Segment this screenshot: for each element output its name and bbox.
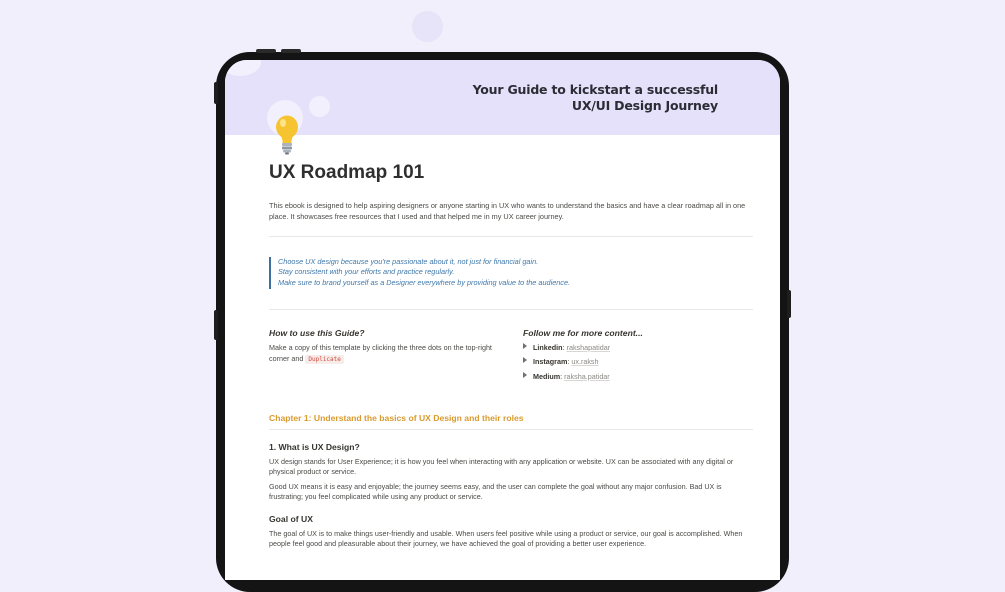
notion-page[interactable]	[225, 60, 780, 580]
banner-title-line: UX/UI Design Journey	[571, 98, 718, 113]
two-column-section	[269, 327, 753, 387]
toggle-instagram[interactable]: Instagram: ux.raksh	[523, 355, 753, 370]
social-label: Medium	[533, 371, 561, 381]
linkedin-link[interactable]: rakshapatidar	[566, 342, 611, 352]
divider	[269, 309, 753, 310]
device-top-button	[281, 49, 301, 53]
toggle-triangle-icon[interactable]	[523, 357, 527, 363]
duplicate-code: Duplicate	[305, 355, 344, 364]
chapter-heading: Chapter 1: Understand the basics of UX Design and their roles	[269, 412, 524, 423]
quote-block	[269, 257, 753, 289]
section-paragraph: The goal of UX is to make things user-friendly and usable. When users feel positive while using a product or service, our goal is accomplished. When people feel good and pleasurable about their journey, we have achieved the goal of providing a better user experience.	[269, 528, 743, 549]
follow-heading: Follow me for more content...	[523, 327, 643, 338]
section-paragraph: Good UX means it is easy and enjoyable; the journey seems easy, and the user can complete the goal without any major confusion. Bad UX is frustrating; you feel complicated while using any product or service.	[269, 481, 722, 502]
banner-bubble	[225, 60, 261, 76]
device-side-button	[214, 310, 218, 340]
divider	[269, 236, 753, 237]
guide-text-body: Make a copy of this template by clicking the three dots on the top-right corner and	[269, 342, 492, 363]
page-title[interactable]: UX Roadmap 101	[269, 162, 425, 183]
guide-text	[269, 343, 505, 366]
guide-column	[269, 327, 505, 366]
light-bulb-icon[interactable]	[273, 114, 301, 156]
toggle-medium[interactable]: Medium: raksha.patidar	[523, 370, 753, 385]
instagram-link[interactable]: ux.raksh	[571, 357, 599, 367]
toggle-triangle-icon[interactable]	[523, 372, 527, 378]
section-paragraph: UX design stands for User Experience; it is how you feel when interacting with any application or website. UX can be associated with any digital or physical product or service.	[269, 456, 734, 477]
toggle-linkedin[interactable]: Linkedin: rakshapatidar	[523, 341, 753, 356]
social-label: Linkedin	[533, 342, 563, 352]
social-list	[523, 341, 753, 385]
cover-banner	[225, 60, 780, 135]
follow-column	[523, 327, 753, 385]
device-side-button	[214, 82, 218, 104]
toggle-triangle-icon[interactable]	[523, 343, 527, 349]
social-label: Instagram	[533, 357, 568, 367]
banner-title-line: Your Guide to kickstart a successful	[472, 82, 718, 97]
divider	[269, 429, 753, 430]
quote-line: Choose UX design because you're passionate about it, not just for financial gain.	[278, 256, 539, 266]
device-side-button	[787, 290, 791, 318]
banner-bubble	[309, 96, 330, 117]
banner-title	[473, 82, 718, 114]
medium-link[interactable]: raksha.patidar	[564, 371, 610, 381]
device-top-button	[256, 49, 276, 53]
quote-line: Make sure to brand yourself as a Designer everywhere by providing value to the audience.	[278, 278, 571, 288]
section-heading: 1. What is UX Design?	[269, 441, 360, 452]
guide-heading: How to use this Guide?	[269, 327, 365, 338]
page-content	[269, 160, 753, 549]
section-heading: Goal of UX	[269, 513, 313, 524]
intro-paragraph: This ebook is designed to help aspiring designers or anyone starting in UX who wants to understand the basics and have a clear roadmap all in one place. It showcases free resources that I used and that helped me in my UX career journey.	[269, 201, 746, 221]
quote-line: Stay consistent with your efforts and practice regularly.	[278, 267, 455, 277]
background-circle	[412, 11, 443, 42]
